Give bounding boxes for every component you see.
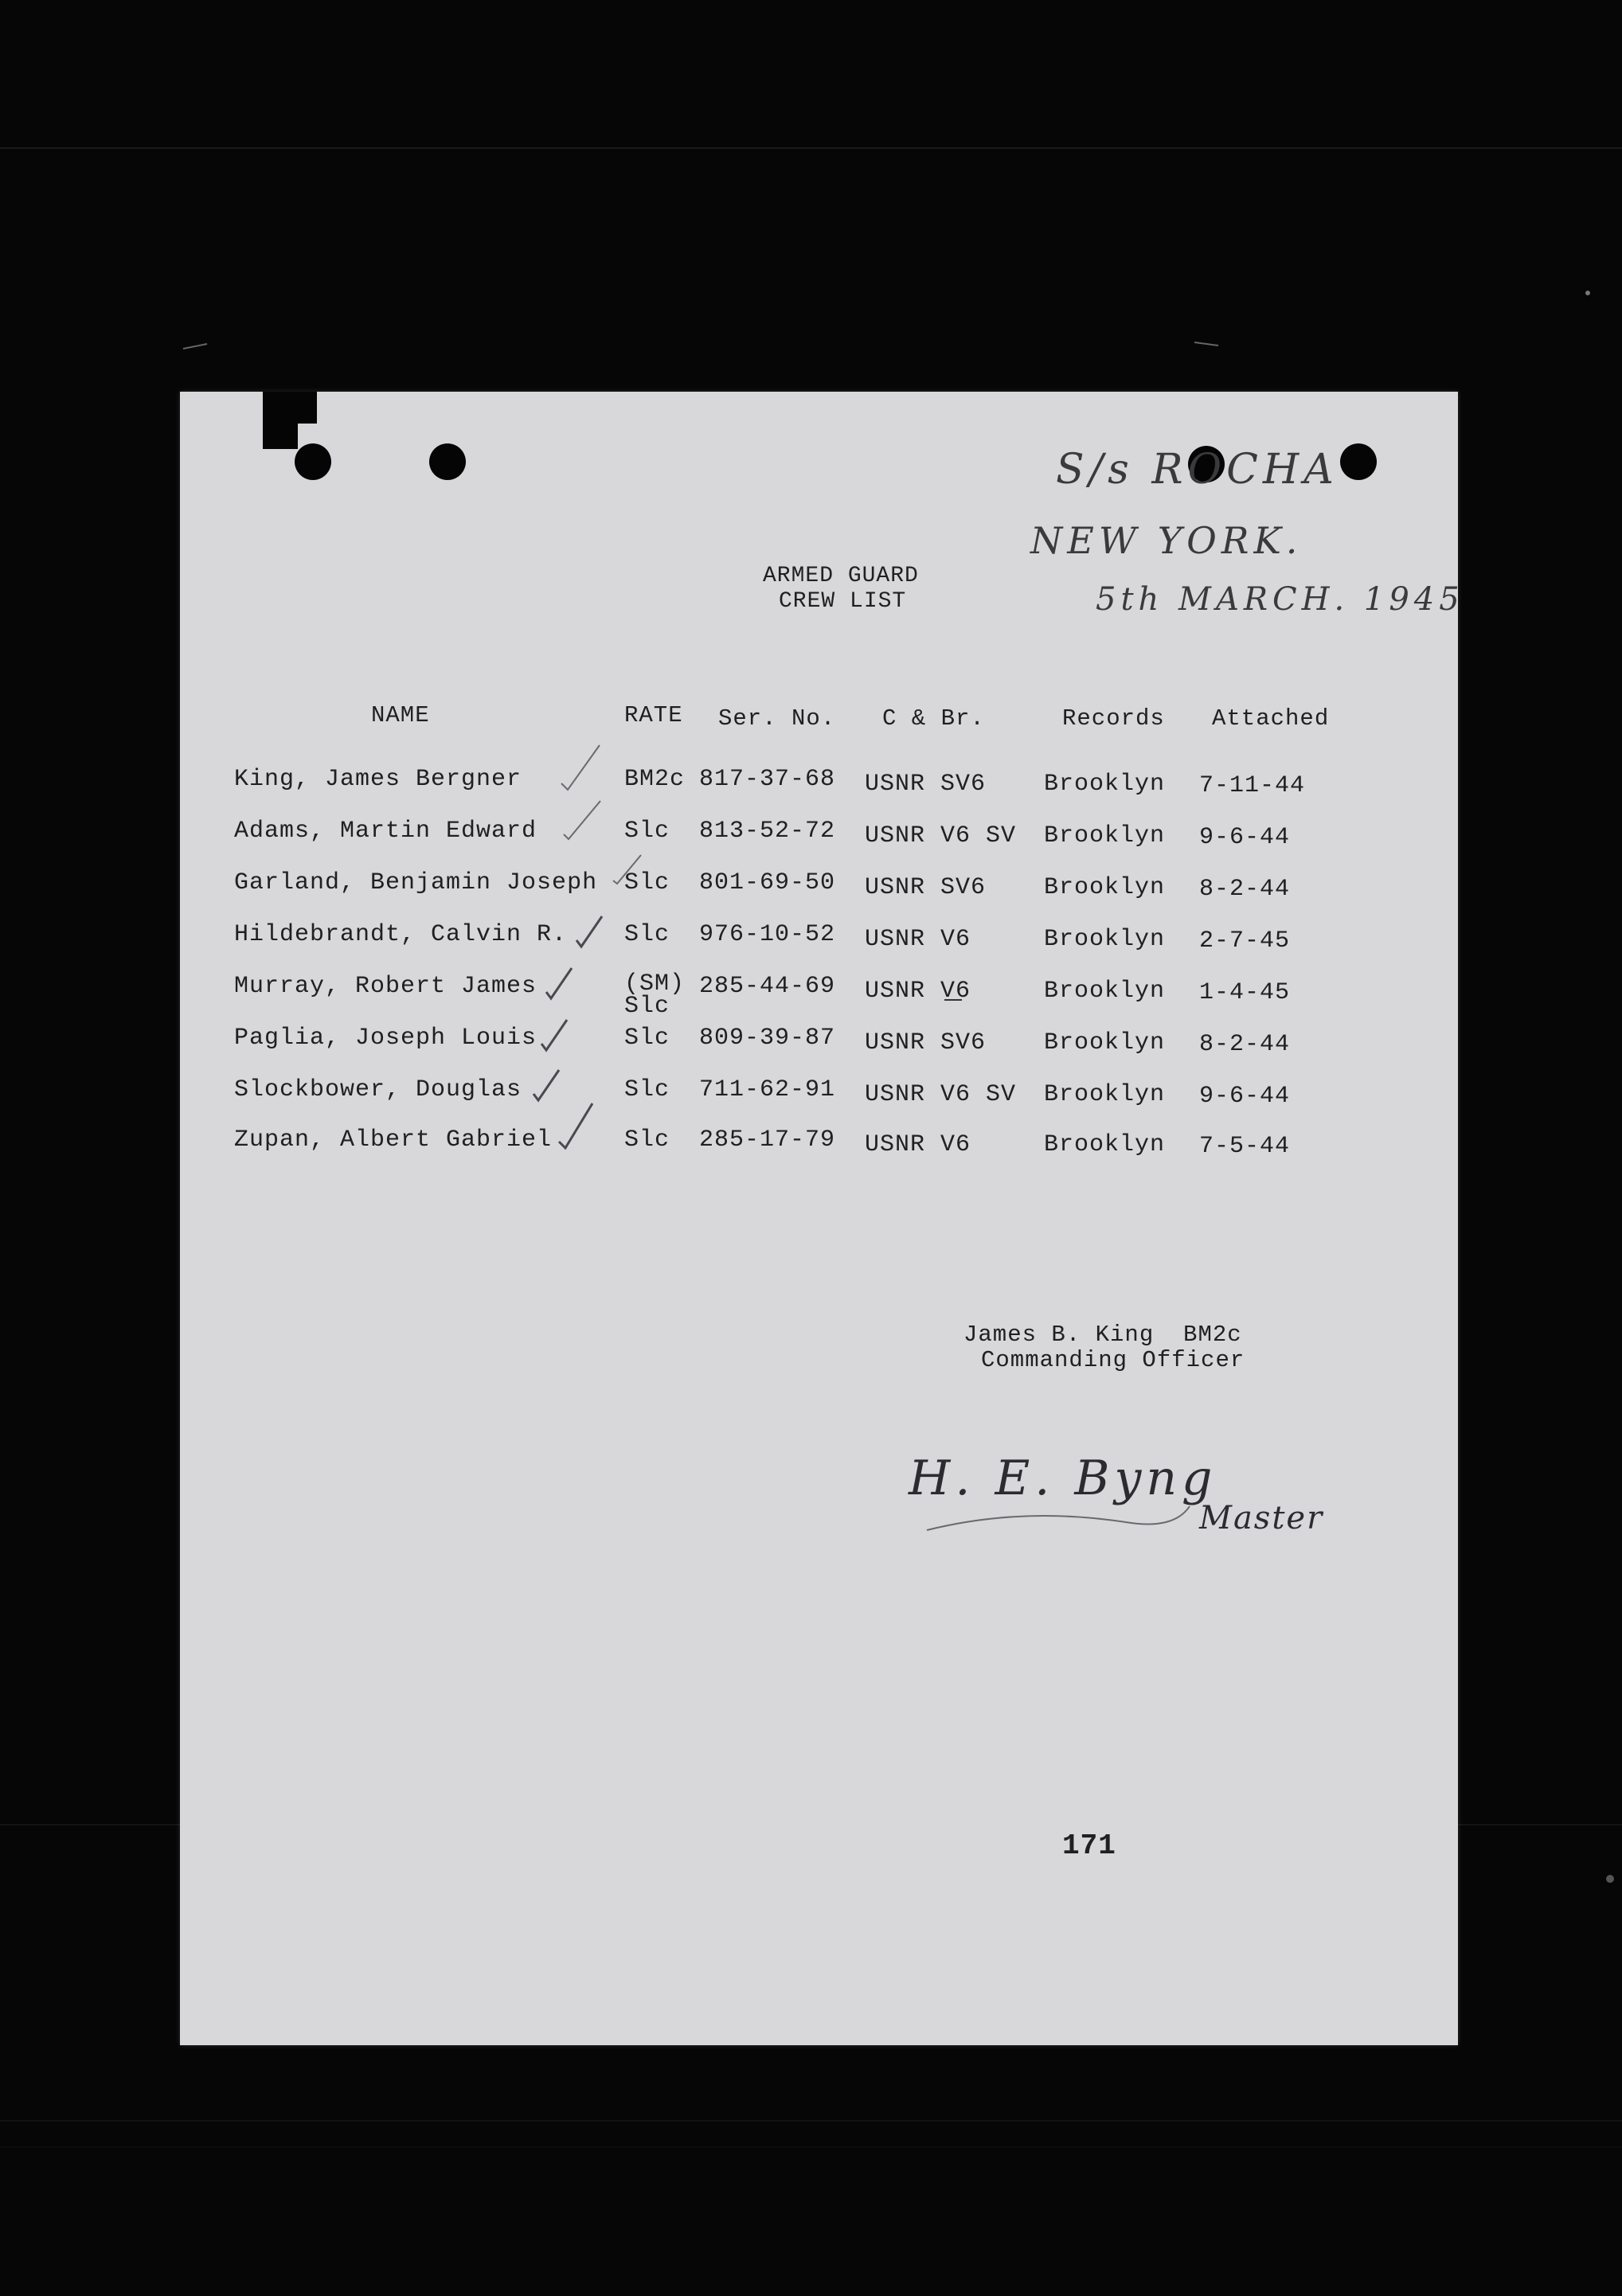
document-page [180, 392, 1464, 2045]
officer-name: James B. King BM2c [963, 1322, 1242, 1348]
signature-name: H. E. Byng [909, 1451, 1217, 1506]
table-row [180, 766, 1458, 814]
cell-attached: 8-2-44 [1199, 1031, 1291, 1058]
cell-rate: Slc [624, 869, 670, 896]
cell-c-br: USNR SV6 [865, 771, 987, 798]
cell-name: Murray, Robert James [234, 973, 537, 1000]
cell-name: Zupan, Albert Gabriel [234, 1127, 553, 1154]
header-records: Records [1062, 705, 1165, 732]
cell-ser-no: 285-44-69 [699, 973, 836, 1000]
cell-ser-no: 801-69-50 [699, 869, 836, 896]
title-line-1: ARMED GUARD [763, 564, 919, 588]
table-row [180, 869, 1458, 917]
cell-rate: Slc [624, 1127, 670, 1154]
cell-records: Brooklyn [1044, 771, 1166, 798]
checkmark-icon [556, 1100, 604, 1156]
cell-rate: Slc [624, 818, 670, 845]
torn-corner [263, 392, 298, 449]
header-attached: Attached [1212, 705, 1330, 732]
page-number: 171 [1062, 1829, 1116, 1862]
handwritten-ship-name: S/s ROCHA [1056, 446, 1339, 494]
cell-ser-no: 817-37-68 [699, 766, 836, 793]
cell-ser-no: 809-39-87 [699, 1025, 836, 1052]
cell-attached: 8-2-44 [1199, 876, 1291, 903]
cell-name: Slockbower, Douglas [234, 1076, 522, 1103]
handwritten-date: 5th MARCH. 1945 [1096, 581, 1464, 618]
cell-attached: 7-11-44 [1199, 772, 1306, 799]
signature-role: Master [1199, 1500, 1324, 1537]
table-row [180, 1076, 1458, 1124]
cell-c-br: USNR V6 [865, 926, 971, 953]
cell-name: King, James Bergner [234, 766, 522, 793]
cell-records: Brooklyn [1044, 822, 1166, 849]
cell-records: Brooklyn [1044, 1029, 1166, 1056]
table-row [180, 818, 1458, 865]
cell-attached: 7-5-44 [1199, 1133, 1291, 1160]
cell-ser-no: 813-52-72 [699, 818, 836, 845]
cell-records: Brooklyn [1044, 978, 1166, 1005]
cell-ser-no: 976-10-52 [699, 921, 836, 948]
cell-attached: 9-6-44 [1199, 1083, 1291, 1110]
table-header [180, 702, 1458, 750]
checkmark-icon [610, 852, 650, 892]
checkmark-icon [543, 965, 583, 1005]
cell-records: Brooklyn [1044, 1081, 1166, 1108]
cell-name: Paglia, Joseph Louis [234, 1025, 537, 1052]
checkmark-icon [538, 1017, 578, 1056]
torn-corner-2 [298, 392, 317, 424]
signature-flourish [920, 1482, 1207, 1546]
cell-rate: (SM) Slc [624, 970, 686, 1020]
cell-c-br: USNR SV6 [865, 1029, 987, 1056]
checkmark-icon [558, 742, 606, 798]
cell-attached: 9-6-44 [1199, 824, 1291, 851]
cell-rate: Slc [624, 921, 670, 948]
cell-name: Hildebrandt, Calvin R. [234, 921, 568, 948]
cell-records: Brooklyn [1044, 874, 1166, 901]
cell-c-br: USNR V6 SV [865, 822, 1017, 849]
table-row [180, 1025, 1458, 1072]
title-line-2: CREW LIST [779, 589, 907, 614]
cell-records: Brooklyn [1044, 1131, 1166, 1158]
punch-hole-2 [429, 443, 466, 480]
table-row [180, 921, 1458, 969]
checkmark-icon [561, 798, 608, 845]
handwritten-port: NEW YORK. [1030, 519, 1303, 562]
cell-ser-no: 285-17-79 [699, 1127, 836, 1154]
cell-c-br: USNR V6 [865, 1131, 971, 1158]
table-row [180, 970, 1458, 1021]
cell-attached: 2-7-45 [1199, 927, 1291, 955]
cell-name: Adams, Martin Edward [234, 818, 537, 845]
cell-c-br: USNR SV6 [865, 874, 987, 901]
table-row [180, 1127, 1458, 1174]
cell-records: Brooklyn [1044, 926, 1166, 953]
cell-rate: Slc [624, 1025, 670, 1052]
cell-attached: 1-4-45 [1199, 979, 1291, 1006]
punch-hole-1 [295, 443, 331, 480]
cell-name: Garland, Benjamin Joseph [234, 869, 598, 896]
cell-rate: Slc [624, 1076, 670, 1103]
cell-c-br: USNR V6 SV [865, 1081, 1017, 1108]
header-rate: RATE [624, 702, 683, 728]
checkmark-icon [573, 913, 613, 953]
cell-c-br: USNR V6 [865, 978, 971, 1005]
punch-hole-4 [1340, 443, 1377, 480]
officer-title: Commanding Officer [981, 1347, 1245, 1373]
header-name: NAME [371, 702, 430, 728]
underline-mark [944, 997, 976, 1005]
cell-ser-no: 711-62-91 [699, 1076, 836, 1103]
header-cbr: C & Br. [882, 705, 985, 732]
header-ser: Ser. No. [718, 705, 836, 732]
cell-rate: BM2c [624, 766, 686, 793]
